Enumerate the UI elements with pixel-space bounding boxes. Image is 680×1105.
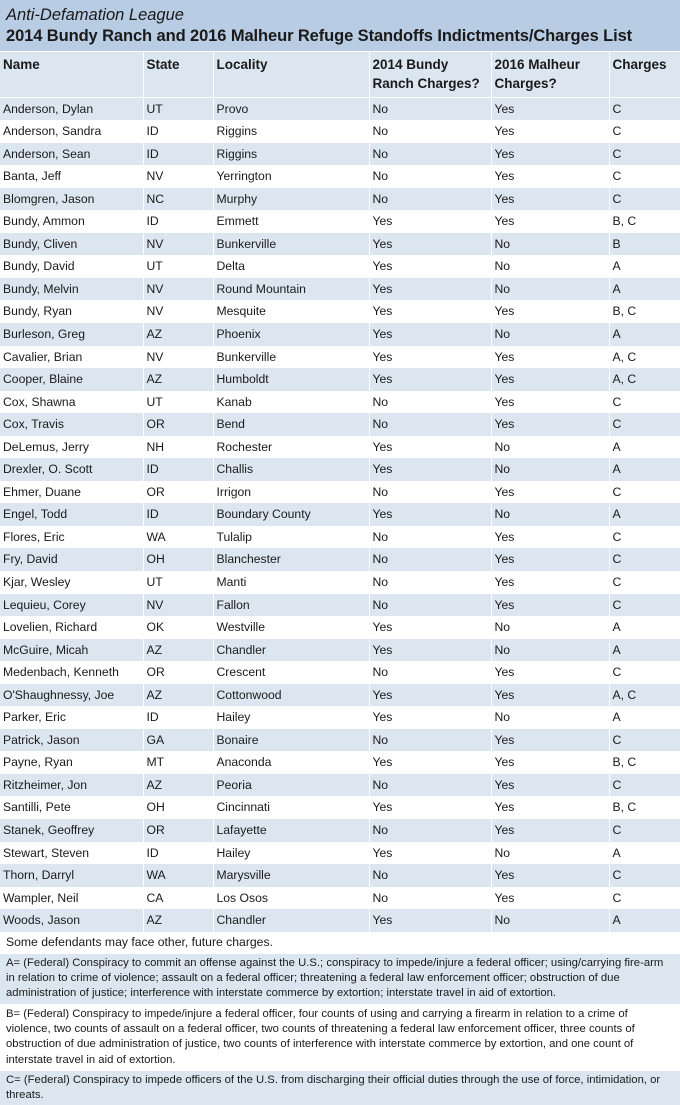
state-cell: NV xyxy=(143,233,213,256)
name-cell: Fry, David xyxy=(0,548,143,571)
table-row xyxy=(0,413,680,436)
state-cell: WA xyxy=(143,526,213,549)
locality-cell: Bunkerville xyxy=(213,346,369,369)
charges-cell: C xyxy=(609,571,680,594)
charges-cell: B, C xyxy=(609,796,680,819)
charges-cell: A, C xyxy=(609,684,680,707)
malheur-cell: Yes xyxy=(491,413,609,436)
malheur-cell: Yes xyxy=(491,188,609,211)
name-cell: Bundy, Cliven xyxy=(0,233,143,256)
name-cell: Burleson, Greg xyxy=(0,323,143,346)
table-row xyxy=(0,774,680,797)
state-cell: OR xyxy=(143,413,213,436)
malheur-cell: Yes xyxy=(491,661,609,684)
charges-cell: C xyxy=(609,188,680,211)
bundy-ranch-cell: No xyxy=(369,571,491,594)
table-row xyxy=(0,323,680,346)
name-cell: Bundy, Ryan xyxy=(0,300,143,323)
legend-a: A= (Federal) Conspiracy to commit an offense against the U.S.; conspiracy to impede/injure a federal officer; using/carrying fire-arm in relation to crime of violence; assault on a federal officer; threatening a federal law enforcement officer; obstruction of due administration of justice; interference with interstate commerce by extortion; interstate travel in aid of extortion. xyxy=(0,953,680,1004)
malheur-cell: Yes xyxy=(491,684,609,707)
state-cell: WA xyxy=(143,864,213,887)
malheur-cell: No xyxy=(491,278,609,301)
name-cell: Cooper, Blaine xyxy=(0,368,143,391)
charges-cell: A, C xyxy=(609,346,680,369)
malheur-cell: Yes xyxy=(491,548,609,571)
charges-cell: A xyxy=(609,909,680,932)
state-cell: UT xyxy=(143,97,213,120)
bundy-ranch-cell: No xyxy=(369,594,491,617)
table-row xyxy=(0,751,680,774)
malheur-cell: Yes xyxy=(491,120,609,143)
charges-cell: C xyxy=(609,413,680,436)
state-cell: OH xyxy=(143,796,213,819)
bundy-ranch-cell: Yes xyxy=(369,233,491,256)
charges-cell: A xyxy=(609,616,680,639)
locality-cell: Westville xyxy=(213,616,369,639)
malheur-cell: No xyxy=(491,639,609,662)
locality-cell: Cottonwood xyxy=(213,684,369,707)
locality-cell: Provo xyxy=(213,97,369,120)
bundy-ranch-cell: No xyxy=(369,661,491,684)
charges-cell: A xyxy=(609,323,680,346)
charges-cell: A xyxy=(609,639,680,662)
locality-cell: Rochester xyxy=(213,436,369,459)
charges-cell: A xyxy=(609,436,680,459)
name-cell: Bundy, David xyxy=(0,255,143,278)
bundy-ranch-cell: No xyxy=(369,165,491,188)
state-cell: ID xyxy=(143,143,213,166)
state-cell: NV xyxy=(143,300,213,323)
name-cell: Lequieu, Corey xyxy=(0,594,143,617)
table-row xyxy=(0,120,680,143)
name-cell: Stanek, Geoffrey xyxy=(0,819,143,842)
state-cell: UT xyxy=(143,391,213,414)
table-body xyxy=(0,97,680,932)
locality-cell: Tulalip xyxy=(213,526,369,549)
charges-cell: C xyxy=(609,887,680,910)
table-row xyxy=(0,909,680,932)
locality-cell: Riggins xyxy=(213,120,369,143)
name-cell: O'Shaughnessy, Joe xyxy=(0,684,143,707)
malheur-cell: No xyxy=(491,616,609,639)
column-header-state: State xyxy=(143,52,213,97)
locality-cell: Cincinnati xyxy=(213,796,369,819)
malheur-cell: Yes xyxy=(491,864,609,887)
state-cell: NV xyxy=(143,165,213,188)
bundy-ranch-cell: No xyxy=(369,97,491,120)
bundy-ranch-cell: Yes xyxy=(369,684,491,707)
table-row xyxy=(0,481,680,504)
charges-cell: C xyxy=(609,729,680,752)
name-cell: DeLemus, Jerry xyxy=(0,436,143,459)
state-cell: CA xyxy=(143,887,213,910)
charges-cell: B, C xyxy=(609,751,680,774)
bundy-ranch-cell: Yes xyxy=(369,278,491,301)
malheur-cell: Yes xyxy=(491,391,609,414)
table-header xyxy=(0,52,680,97)
table-row xyxy=(0,278,680,301)
table-row xyxy=(0,639,680,662)
state-cell: OK xyxy=(143,616,213,639)
bundy-ranch-cell: Yes xyxy=(369,368,491,391)
table-row xyxy=(0,616,680,639)
locality-cell: Hailey xyxy=(213,706,369,729)
locality-cell: Anaconda xyxy=(213,751,369,774)
locality-cell: Round Mountain xyxy=(213,278,369,301)
column-header-bundy-ranch xyxy=(369,52,491,97)
malheur-cell: No xyxy=(491,909,609,932)
table-row xyxy=(0,300,680,323)
bundy-ranch-cell: No xyxy=(369,729,491,752)
name-cell: Anderson, Dylan xyxy=(0,97,143,120)
table-row xyxy=(0,143,680,166)
table-row xyxy=(0,548,680,571)
table-row xyxy=(0,165,680,188)
state-cell: NH xyxy=(143,436,213,459)
locality-cell: Riggins xyxy=(213,143,369,166)
column-header-bundy-ranch-label: 2014 Bundy Ranch Charges? xyxy=(372,57,480,91)
locality-cell: Bonaire xyxy=(213,729,369,752)
name-cell: McGuire, Micah xyxy=(0,639,143,662)
malheur-cell: Yes xyxy=(491,796,609,819)
table-row xyxy=(0,255,680,278)
charges-cell: C xyxy=(609,661,680,684)
table-row xyxy=(0,819,680,842)
table-row xyxy=(0,571,680,594)
state-cell: ID xyxy=(143,706,213,729)
bundy-ranch-cell: Yes xyxy=(369,210,491,233)
bundy-ranch-cell: Yes xyxy=(369,255,491,278)
locality-cell: Crescent xyxy=(213,661,369,684)
name-cell: Ehmer, Duane xyxy=(0,481,143,504)
name-cell: Kjar, Wesley xyxy=(0,571,143,594)
locality-cell: Manti xyxy=(213,571,369,594)
malheur-cell: Yes xyxy=(491,300,609,323)
bundy-ranch-cell: Yes xyxy=(369,842,491,865)
name-cell: Santilli, Pete xyxy=(0,796,143,819)
charges-cell: A xyxy=(609,458,680,481)
malheur-cell: No xyxy=(491,255,609,278)
charges-cell: B, C xyxy=(609,300,680,323)
legend-c: C= (Federal) Conspiracy to impede officers of the U.S. from discharging their official duties through the use of force, intimidation, or threats. xyxy=(0,1070,680,1105)
malheur-cell: Yes xyxy=(491,210,609,233)
charges-table xyxy=(0,52,680,932)
bundy-ranch-cell: No xyxy=(369,391,491,414)
bundy-ranch-cell: No xyxy=(369,864,491,887)
bundy-ranch-cell: No xyxy=(369,526,491,549)
bundy-ranch-cell: Yes xyxy=(369,436,491,459)
name-cell: Stewart, Steven xyxy=(0,842,143,865)
bundy-ranch-cell: Yes xyxy=(369,503,491,526)
locality-cell: Emmett xyxy=(213,210,369,233)
charges-cell: C xyxy=(609,120,680,143)
state-cell: AZ xyxy=(143,323,213,346)
state-cell: ID xyxy=(143,842,213,865)
malheur-cell: Yes xyxy=(491,143,609,166)
charges-cell: C xyxy=(609,391,680,414)
state-cell: UT xyxy=(143,571,213,594)
locality-cell: Phoenix xyxy=(213,323,369,346)
locality-cell: Delta xyxy=(213,255,369,278)
locality-cell: Boundary County xyxy=(213,503,369,526)
table-row xyxy=(0,842,680,865)
state-cell: GA xyxy=(143,729,213,752)
locality-cell: Chandler xyxy=(213,639,369,662)
charges-cell: A xyxy=(609,706,680,729)
document-header xyxy=(0,0,680,52)
bundy-ranch-cell: No xyxy=(369,819,491,842)
bundy-ranch-cell: Yes xyxy=(369,796,491,819)
malheur-cell: Yes xyxy=(491,729,609,752)
charges-cell: C xyxy=(609,143,680,166)
name-cell: Cox, Shawna xyxy=(0,391,143,414)
malheur-cell: Yes xyxy=(491,481,609,504)
table-row xyxy=(0,887,680,910)
table-row xyxy=(0,436,680,459)
bundy-ranch-cell: No xyxy=(369,120,491,143)
charges-cell: C xyxy=(609,481,680,504)
table-row xyxy=(0,706,680,729)
state-cell: UT xyxy=(143,255,213,278)
state-cell: OR xyxy=(143,819,213,842)
name-cell: Wampler, Neil xyxy=(0,887,143,910)
charges-cell: C xyxy=(609,526,680,549)
bundy-ranch-cell: No xyxy=(369,887,491,910)
bundy-ranch-cell: Yes xyxy=(369,639,491,662)
table-row xyxy=(0,368,680,391)
table-row xyxy=(0,796,680,819)
state-cell: OR xyxy=(143,661,213,684)
footnote: Some defendants may face other, future charges. xyxy=(0,932,680,953)
column-header-malheur xyxy=(491,52,609,97)
bundy-ranch-cell: Yes xyxy=(369,300,491,323)
table-row xyxy=(0,233,680,256)
bundy-ranch-cell: Yes xyxy=(369,616,491,639)
state-cell: NC xyxy=(143,188,213,211)
state-cell: OH xyxy=(143,548,213,571)
table-row xyxy=(0,97,680,120)
state-cell: AZ xyxy=(143,368,213,391)
locality-cell: Bend xyxy=(213,413,369,436)
name-cell: Blomgren, Jason xyxy=(0,188,143,211)
malheur-cell: No xyxy=(491,458,609,481)
locality-cell: Yerrington xyxy=(213,165,369,188)
state-cell: AZ xyxy=(143,684,213,707)
name-cell: Patrick, Jason xyxy=(0,729,143,752)
state-cell: AZ xyxy=(143,909,213,932)
table-row xyxy=(0,729,680,752)
table-row xyxy=(0,864,680,887)
bundy-ranch-cell: No xyxy=(369,188,491,211)
charges-cell: C xyxy=(609,819,680,842)
locality-cell: Kanab xyxy=(213,391,369,414)
name-cell: Cavalier, Brian xyxy=(0,346,143,369)
locality-cell: Los Osos xyxy=(213,887,369,910)
table-row xyxy=(0,458,680,481)
malheur-cell: Yes xyxy=(491,97,609,120)
malheur-cell: Yes xyxy=(491,594,609,617)
bundy-ranch-cell: Yes xyxy=(369,909,491,932)
column-header-locality: Locality xyxy=(213,52,369,97)
locality-cell: Murphy xyxy=(213,188,369,211)
column-header-malheur-label: 2016 Malheur Charges? xyxy=(494,57,581,91)
table-row xyxy=(0,594,680,617)
table-row xyxy=(0,526,680,549)
table-row xyxy=(0,391,680,414)
column-header-name: Name xyxy=(0,52,143,97)
locality-cell: Peoria xyxy=(213,774,369,797)
malheur-cell: Yes xyxy=(491,887,609,910)
name-cell: Banta, Jeff xyxy=(0,165,143,188)
state-cell: ID xyxy=(143,120,213,143)
state-cell: NV xyxy=(143,278,213,301)
locality-cell: Blanchester xyxy=(213,548,369,571)
bundy-ranch-cell: No xyxy=(369,481,491,504)
name-cell: Lovelien, Richard xyxy=(0,616,143,639)
state-cell: ID xyxy=(143,210,213,233)
malheur-cell: No xyxy=(491,323,609,346)
locality-cell: Bunkerville xyxy=(213,233,369,256)
malheur-cell: Yes xyxy=(491,526,609,549)
malheur-cell: No xyxy=(491,706,609,729)
charges-cell: C xyxy=(609,548,680,571)
locality-cell: Chandler xyxy=(213,909,369,932)
document-title: 2014 Bundy Ranch and 2016 Malheur Refuge Standoffs Indictments/Charges List xyxy=(6,27,633,45)
name-cell: Anderson, Sean xyxy=(0,143,143,166)
malheur-cell: Yes xyxy=(491,571,609,594)
malheur-cell: Yes xyxy=(491,368,609,391)
charges-cell: A xyxy=(609,255,680,278)
charges-cell: A xyxy=(609,842,680,865)
table-row xyxy=(0,503,680,526)
locality-cell: Mesquite xyxy=(213,300,369,323)
name-cell: Engel, Todd xyxy=(0,503,143,526)
charges-cell: C xyxy=(609,165,680,188)
malheur-cell: Yes xyxy=(491,819,609,842)
bundy-ranch-cell: Yes xyxy=(369,346,491,369)
name-cell: Parker, Eric xyxy=(0,706,143,729)
name-cell: Drexler, O. Scott xyxy=(0,458,143,481)
state-cell: AZ xyxy=(143,774,213,797)
locality-cell: Humboldt xyxy=(213,368,369,391)
bundy-ranch-cell: No xyxy=(369,413,491,436)
malheur-cell: Yes xyxy=(491,751,609,774)
name-cell: Anderson, Sandra xyxy=(0,120,143,143)
state-cell: MT xyxy=(143,751,213,774)
name-cell: Bundy, Melvin xyxy=(0,278,143,301)
bundy-ranch-cell: No xyxy=(369,774,491,797)
table-row xyxy=(0,346,680,369)
column-header-charges: Charges xyxy=(609,52,680,97)
table-row xyxy=(0,188,680,211)
state-cell: OR xyxy=(143,481,213,504)
charges-cell: A, C xyxy=(609,368,680,391)
name-cell: Flores, Eric xyxy=(0,526,143,549)
table-row xyxy=(0,661,680,684)
malheur-cell: No xyxy=(491,436,609,459)
charges-cell: C xyxy=(609,594,680,617)
state-cell: ID xyxy=(143,503,213,526)
name-cell: Medenbach, Kenneth xyxy=(0,661,143,684)
locality-cell: Lafayette xyxy=(213,819,369,842)
locality-cell: Challis xyxy=(213,458,369,481)
charges-cell: B xyxy=(609,233,680,256)
name-cell: Cox, Travis xyxy=(0,413,143,436)
table-row xyxy=(0,210,680,233)
bundy-ranch-cell: Yes xyxy=(369,458,491,481)
state-cell: NV xyxy=(143,594,213,617)
name-cell: Woods, Jason xyxy=(0,909,143,932)
legend-b: B= (Federal) Conspiracy to impede/injure a federal officer, four counts of using and carrying a firearm in relation to a crime of violence, two counts of assault on a federal officer, two counts of threatening a federal law enforcement officer, three counts of obstruction of due administration of justice, two counts of interference with interstate commerce by extortion, and one count of interstate travel in aid of extortion. xyxy=(0,1004,680,1070)
name-cell: Thorn, Darryl xyxy=(0,864,143,887)
charges-cell: C xyxy=(609,864,680,887)
bundy-ranch-cell: No xyxy=(369,143,491,166)
malheur-cell: No xyxy=(491,503,609,526)
organization-name: Anti-Defamation League xyxy=(6,6,184,24)
state-cell: ID xyxy=(143,458,213,481)
bundy-ranch-cell: Yes xyxy=(369,751,491,774)
locality-cell: Hailey xyxy=(213,842,369,865)
state-cell: AZ xyxy=(143,639,213,662)
name-cell: Payne, Ryan xyxy=(0,751,143,774)
charges-cell: A xyxy=(609,278,680,301)
charges-cell: C xyxy=(609,774,680,797)
charges-cell: A xyxy=(609,503,680,526)
charges-cell: B, C xyxy=(609,210,680,233)
malheur-cell: No xyxy=(491,233,609,256)
bundy-ranch-cell: No xyxy=(369,548,491,571)
malheur-cell: Yes xyxy=(491,346,609,369)
locality-cell: Irrigon xyxy=(213,481,369,504)
name-cell: Ritzheimer, Jon xyxy=(0,774,143,797)
malheur-cell: No xyxy=(491,842,609,865)
malheur-cell: Yes xyxy=(491,165,609,188)
locality-cell: Marysville xyxy=(213,864,369,887)
bundy-ranch-cell: Yes xyxy=(369,706,491,729)
table-row xyxy=(0,684,680,707)
name-cell: Bundy, Ammon xyxy=(0,210,143,233)
malheur-cell: Yes xyxy=(491,774,609,797)
locality-cell: Fallon xyxy=(213,594,369,617)
charges-cell: C xyxy=(609,97,680,120)
bundy-ranch-cell: Yes xyxy=(369,323,491,346)
state-cell: NV xyxy=(143,346,213,369)
